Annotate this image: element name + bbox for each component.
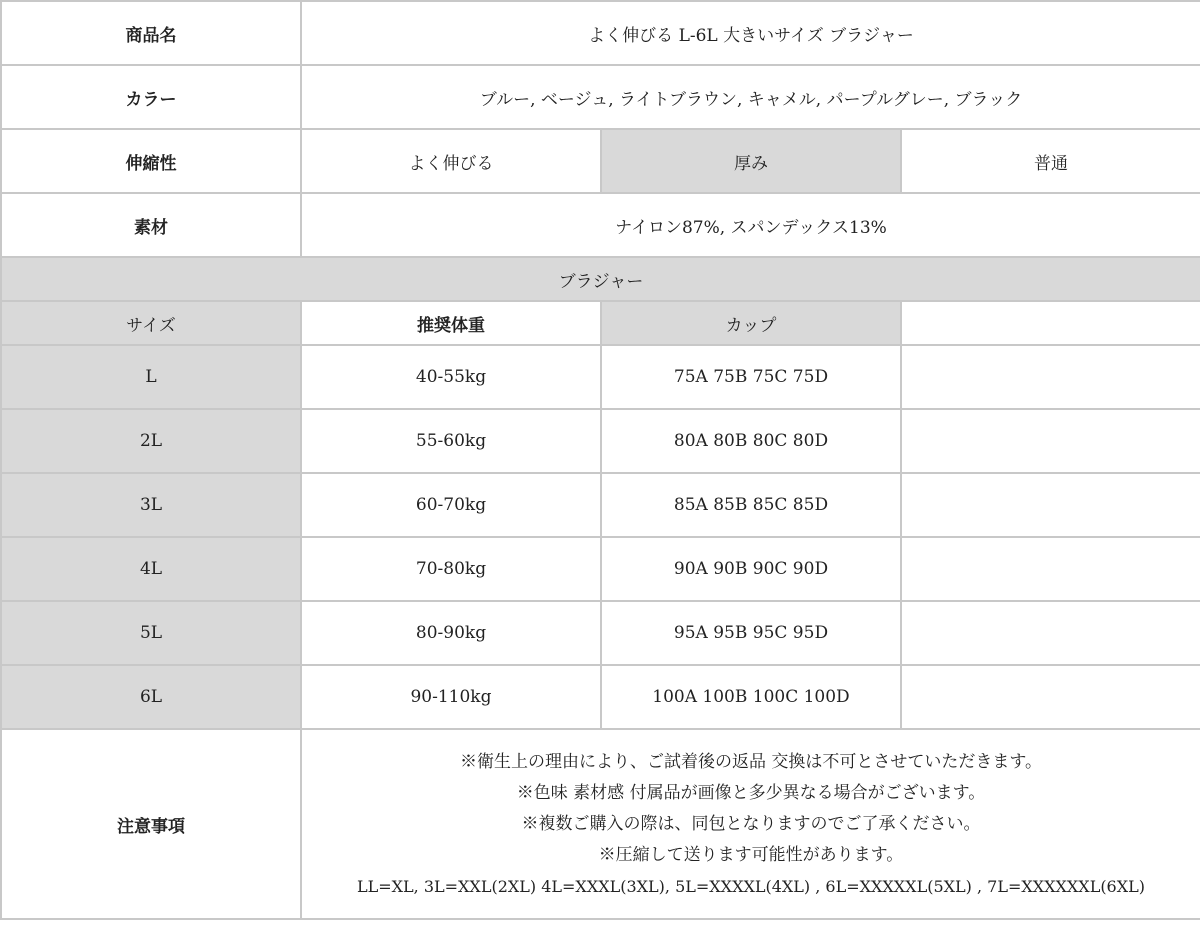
size-cell: 3L	[1, 473, 301, 537]
product-name-value: よく伸びる L-6L 大きいサイズ ブラジャー	[301, 1, 1200, 65]
note-size-conversion: LL=XL, 3L=XXL(2XL) 4L=XXXL(3XL), 5L=XXXXL(4XL) , 6L=XXXXXL(5XL) , 7L=XXXXXXL(6XL)	[356, 876, 1145, 896]
stretch-label: 伸縮性	[1, 129, 301, 193]
empty-cell	[901, 345, 1200, 409]
table-row	[1, 473, 1200, 537]
notes-row	[1, 729, 1200, 919]
weight-cell: 60-70kg	[301, 473, 601, 537]
notes-content	[301, 729, 1200, 919]
size-cell: 4L	[1, 537, 301, 601]
cup-cell: 100A 100B 100C 100D	[601, 665, 901, 729]
weight-cell: 80-90kg	[301, 601, 601, 665]
table-row	[1, 665, 1200, 729]
note-hygiene: ※衛生上の理由により、ご試着後の返品 交換は不可とさせていただきます。	[459, 751, 1043, 772]
color-row	[1, 65, 1200, 129]
color-value: ブルー, ベージュ, ライトブラウン, キャメル, パープルグレー, ブラック	[301, 65, 1200, 129]
material-label: 素材	[1, 193, 301, 257]
table-row	[1, 537, 1200, 601]
note-compression: ※圧縮して送ります可能性があります。	[598, 844, 904, 865]
notes-label: 注意事項	[1, 729, 301, 919]
stretch-option-high: よく伸びる	[301, 129, 601, 193]
weight-cell: 40-55kg	[301, 345, 601, 409]
product-name-label: 商品名	[1, 1, 301, 65]
empty-cell	[901, 665, 1200, 729]
cup-cell: 80A 80B 80C 80D	[601, 409, 901, 473]
empty-cell	[901, 409, 1200, 473]
stretch-option-normal: 普通	[901, 129, 1200, 193]
bra-section-title-row	[1, 257, 1200, 301]
size-cell: 6L	[1, 665, 301, 729]
size-cell: L	[1, 345, 301, 409]
header-empty	[901, 301, 1200, 345]
empty-cell	[901, 473, 1200, 537]
material-row	[1, 193, 1200, 257]
table-row	[1, 601, 1200, 665]
bra-section-title: ブラジャー	[1, 257, 1200, 301]
table-row	[1, 345, 1200, 409]
note-bundled-shipping: ※複数ご購入の際は、同包となりますのでご了承ください。	[521, 813, 981, 834]
weight-cell: 90-110kg	[301, 665, 601, 729]
weight-cell: 55-60kg	[301, 409, 601, 473]
table-row	[1, 409, 1200, 473]
cup-cell: 95A 95B 95C 95D	[601, 601, 901, 665]
cup-cell: 85A 85B 85C 85D	[601, 473, 901, 537]
header-weight: 推奨体重	[301, 301, 601, 345]
header-cup: カップ	[601, 301, 901, 345]
stretch-option-thickness: 厚み	[601, 129, 901, 193]
product-name-row	[1, 1, 1200, 65]
size-cell: 5L	[1, 601, 301, 665]
size-header-row	[1, 301, 1200, 345]
material-value: ナイロン87%, スパンデックス13%	[301, 193, 1200, 257]
cup-cell: 75A 75B 75C 75D	[601, 345, 901, 409]
stretch-row	[1, 129, 1200, 193]
empty-cell	[901, 601, 1200, 665]
cup-cell: 90A 90B 90C 90D	[601, 537, 901, 601]
weight-cell: 70-80kg	[301, 537, 601, 601]
size-cell: 2L	[1, 409, 301, 473]
color-label: カラー	[1, 65, 301, 129]
empty-cell	[901, 537, 1200, 601]
note-color-difference: ※色味 素材感 付属品が画像と多少異なる場合がございます。	[516, 782, 986, 803]
header-size: サイズ	[1, 301, 301, 345]
